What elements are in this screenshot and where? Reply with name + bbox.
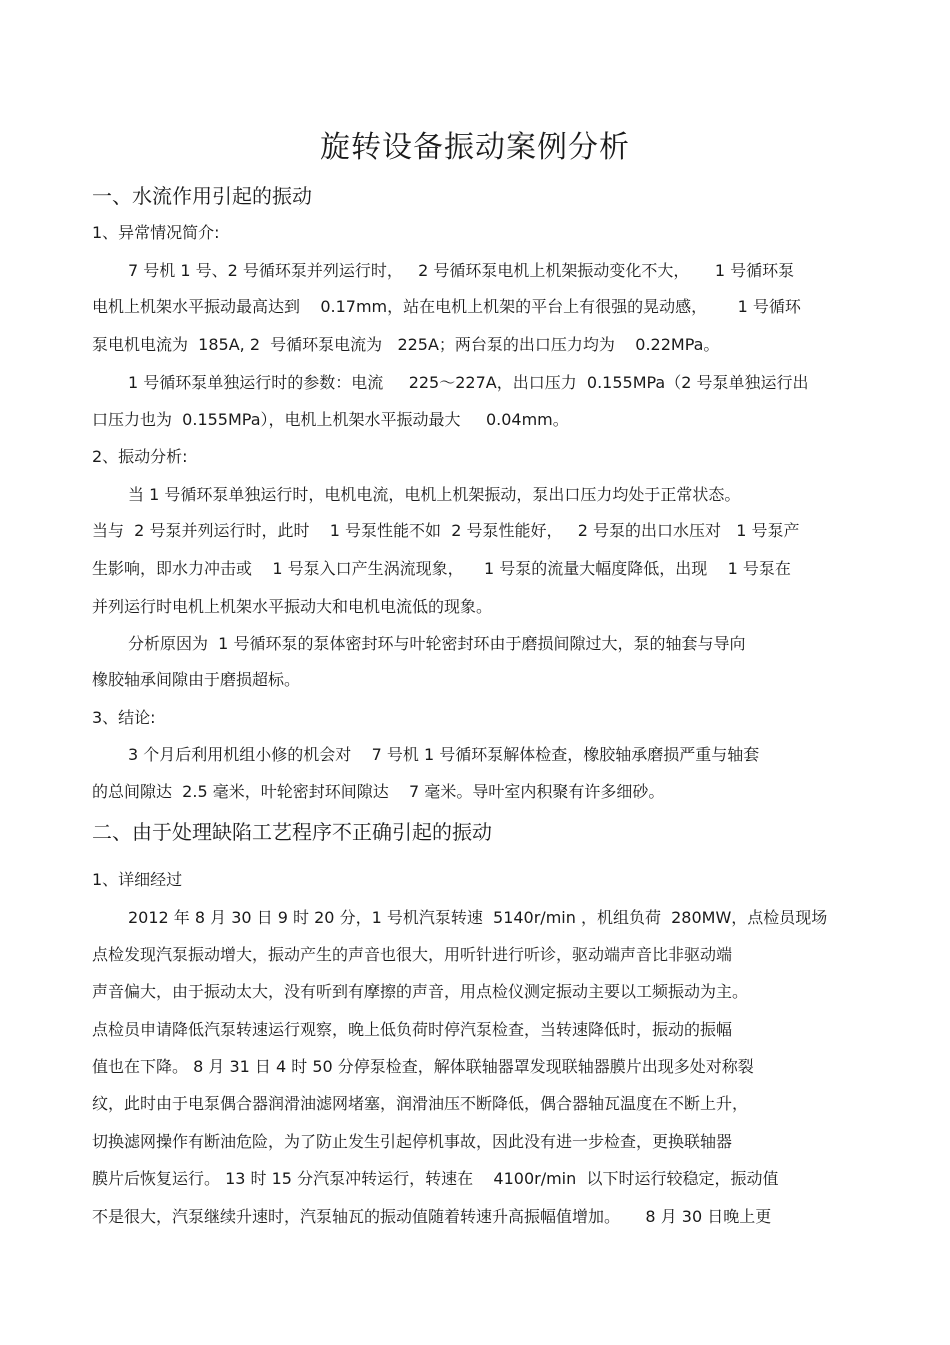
paragraph-line: 口压力也为 0.155MPa），电机上机架水平振动最大 0.04mm。 (92, 410, 569, 429)
paragraph-line: 电机上机架水平振动最高达到 0.17mm，站在电机上机架的平台上有很强的晃动感， 1 号循环 (92, 297, 801, 316)
paragraph-line: 3 个月后利用机组小修的机会对 7 号机 1 号循环泵解体检查，橡胶轴承磨损严重与轴套 (128, 745, 760, 764)
paragraph-line: 点检员申请降低汽泵转速运行观察，晚上低负荷时停汽泵检查，当转速降低时，振动的振幅 (92, 1020, 733, 1039)
paragraph-line: 当 1 号循环泵单独运行时，电机电流，电机上机架振动，泵出口压力均处于正常状态。 (128, 485, 741, 504)
section-2-sub-1: 1、详细经过 (92, 870, 183, 889)
paragraph-line: 的总间隙达 2.5 毫米，叶轮密封环间隙达 7 毫米。导叶室内积聚有许多细砂。 (92, 782, 665, 801)
paragraph-line: 生影响，即水力冲击或 1 号泵入口产生涡流现象， 1 号泵的流量大幅度降低，出现 1 号泵在 (92, 559, 791, 578)
paragraph-line: 分析原因为 1 号循环泵的泵体密封环与叶轮密封环由于磨损间隙过大，泵的轴套与导向 (128, 634, 746, 653)
document-title: 旋转设备振动案例分析 (320, 130, 630, 165)
section-1-heading: 一、水流作用引起的振动 (92, 184, 312, 208)
paragraph-line: 纹，此时由于电泵偶合器润滑油滤网堵塞，润滑油压不断降低，偶合器轴瓦温度在不断上升， (92, 1094, 749, 1113)
section-2-heading: 二、由于处理缺陷工艺程序不正确引起的振动 (92, 820, 492, 844)
paragraph-line: 橡胶轴承间隙由于磨损超标。 (92, 670, 301, 689)
section-1-sub-2: 2、振动分析: (92, 447, 188, 466)
section-1-sub-1: 1、异常情况简介: (92, 223, 220, 242)
paragraph-line: 声音偏大，由于振动太大，没有听到有摩擦的声音，用点检仪测定振动主要以工频振动为主。 (92, 982, 749, 1001)
paragraph-line: 值也在下降。 8 月 31 日 4 时 50 分停泵检查，解体联轴器罩发现联轴器膜片出现多处对称裂 (92, 1057, 754, 1076)
paragraph-line: 7 号机 1 号、2 号循环泵并列运行时， 2 号循环泵电机上机架振动变化不大， 1 号循环泵 (128, 261, 795, 280)
paragraph-line: 2012 年 8 月 30 日 9 时 20 分，1 号机汽泵转速 5140r/min ，机组负荷 280MW，点检员现场 (128, 908, 828, 927)
section-1-sub-3: 3、结论: (92, 708, 156, 727)
paragraph-line: 泵电机电流为 185A, 2 号循环泵电流为 225A；两台泵的出口压力均为 0.22MPa。 (92, 335, 720, 354)
paragraph-line: 不是很大，汽泵继续升速时，汽泵轴瓦的振动值随着转速升高振幅值增加。 8 月 30 日晚上更 (92, 1207, 772, 1226)
paragraph-line: 点检发现汽泵振动增大，振动产生的声音也很大，用听针进行听诊，驱动端声音比非驱动端 (92, 945, 733, 964)
paragraph-line: 膜片后恢复运行。 13 时 15 分汽泵冲转运行，转速在 4100r/min 以下时运行较稳定，振动值 (92, 1169, 779, 1188)
paragraph-line: 当与 2 号泵并列运行时，此时 1 号泵性能不如 2 号泵性能好， 2 号泵的出口水压对 1 号泵产 (92, 521, 800, 540)
paragraph-line: 并列运行时电机上机架水平振动大和电机电流低的现象。 (92, 597, 493, 616)
paragraph-line: 1 号循环泵单独运行时的参数：电流 225～227A，出口压力 0.155MPa（2 号泵单独运行出 (128, 373, 809, 392)
paragraph-line: 切换滤网操作有断油危险，为了防止发生引起停机事故，因此没有进一步检查，更换联轴器 (92, 1132, 733, 1151)
